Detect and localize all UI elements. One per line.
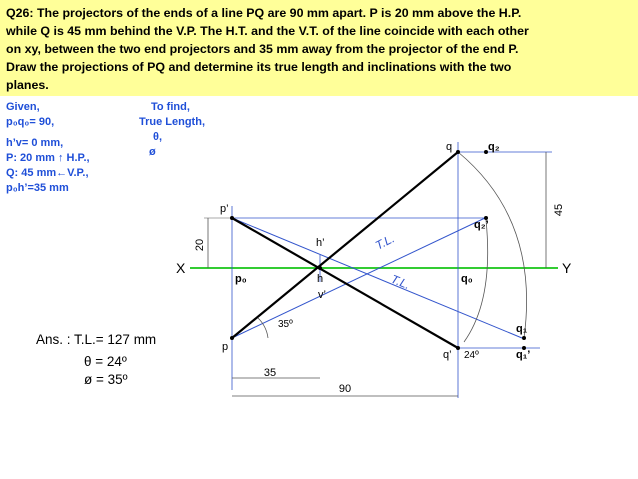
axis-x-label: X bbox=[176, 260, 186, 276]
label-p-prime: p’ bbox=[220, 203, 229, 215]
label-q-prime: q’ bbox=[443, 349, 452, 361]
given-item: h’v= 0 mm, bbox=[6, 137, 64, 149]
question-line-1: Q26: The projectors of the ends of a line PQ are 90 mm apart. P is 20 mm above the H.P. bbox=[6, 6, 522, 20]
label-q2: q₂ bbox=[488, 141, 500, 153]
to-find-item: True Length, bbox=[139, 116, 205, 128]
answer-phi: ø = 35º bbox=[84, 372, 128, 387]
question-line-4: Draw the projections of PQ and determine its true length and inclinations with the two bbox=[6, 60, 512, 74]
label-q2-prime: q₂’ bbox=[474, 219, 489, 231]
label-angle-24: 24º bbox=[464, 350, 479, 361]
given-item: Q: 45 mm←V.P., bbox=[6, 167, 89, 179]
given-item: P: 20 mm ↑ H.P., bbox=[6, 152, 90, 164]
arc-q-swing bbox=[458, 152, 527, 338]
question-line-2: while Q is 45 mm behind the V.P. The H.T. and the V.T. of the line coincide with each other bbox=[6, 24, 529, 38]
given-item: p₀q₀= 90, bbox=[6, 116, 55, 128]
dim-45-label: 45 bbox=[553, 203, 565, 217]
label-q1-prime: q₁’ bbox=[516, 349, 531, 361]
label-p0: p₀ bbox=[235, 273, 247, 285]
label-h: h bbox=[317, 273, 324, 285]
label-p: p bbox=[222, 341, 229, 353]
dim-90-label: 90 bbox=[338, 383, 352, 395]
point-p-prime bbox=[230, 216, 234, 220]
point-q bbox=[456, 150, 460, 154]
label-v-prime: v’ bbox=[318, 289, 326, 301]
label-angle-35: 35º bbox=[278, 319, 293, 330]
label-q0: q₀ bbox=[461, 273, 473, 285]
given-item: p₀h’=35 mm bbox=[6, 182, 69, 194]
point-hv bbox=[318, 266, 322, 270]
point-p bbox=[230, 336, 234, 340]
label-h-prime: h’ bbox=[316, 237, 325, 249]
label-q1: q₁ bbox=[516, 323, 528, 335]
question-line-3: on xy, between the two end projectors and 35 mm away from the projector of the end P. bbox=[6, 42, 519, 56]
label-tl-lower: T.L. bbox=[388, 271, 413, 293]
point-q1 bbox=[522, 336, 526, 340]
top-view-pq bbox=[232, 152, 458, 338]
front-view-pq bbox=[232, 218, 458, 348]
answer-true-length: Ans. : T.L.= 127 mm bbox=[36, 332, 157, 347]
arc-angle-35 bbox=[258, 318, 268, 338]
label-tl-upper: T.L. bbox=[373, 231, 397, 253]
point-q-prime bbox=[456, 346, 460, 350]
to-find-item: θ, bbox=[153, 131, 163, 143]
axis-y-label: Y bbox=[562, 260, 572, 276]
to-find-item: ø bbox=[149, 146, 156, 158]
dim-35-label: 35 bbox=[263, 367, 277, 379]
question-line-5: planes. bbox=[6, 78, 49, 92]
answer-theta: θ = 24º bbox=[84, 354, 127, 369]
true-length-line-lower bbox=[232, 218, 522, 338]
true-length-line-upper bbox=[232, 218, 485, 338]
given-title: Given, bbox=[6, 101, 40, 113]
to-find-title: To find, bbox=[151, 101, 190, 113]
label-q: q bbox=[446, 141, 453, 153]
dim-20-label: 20 bbox=[194, 238, 206, 252]
